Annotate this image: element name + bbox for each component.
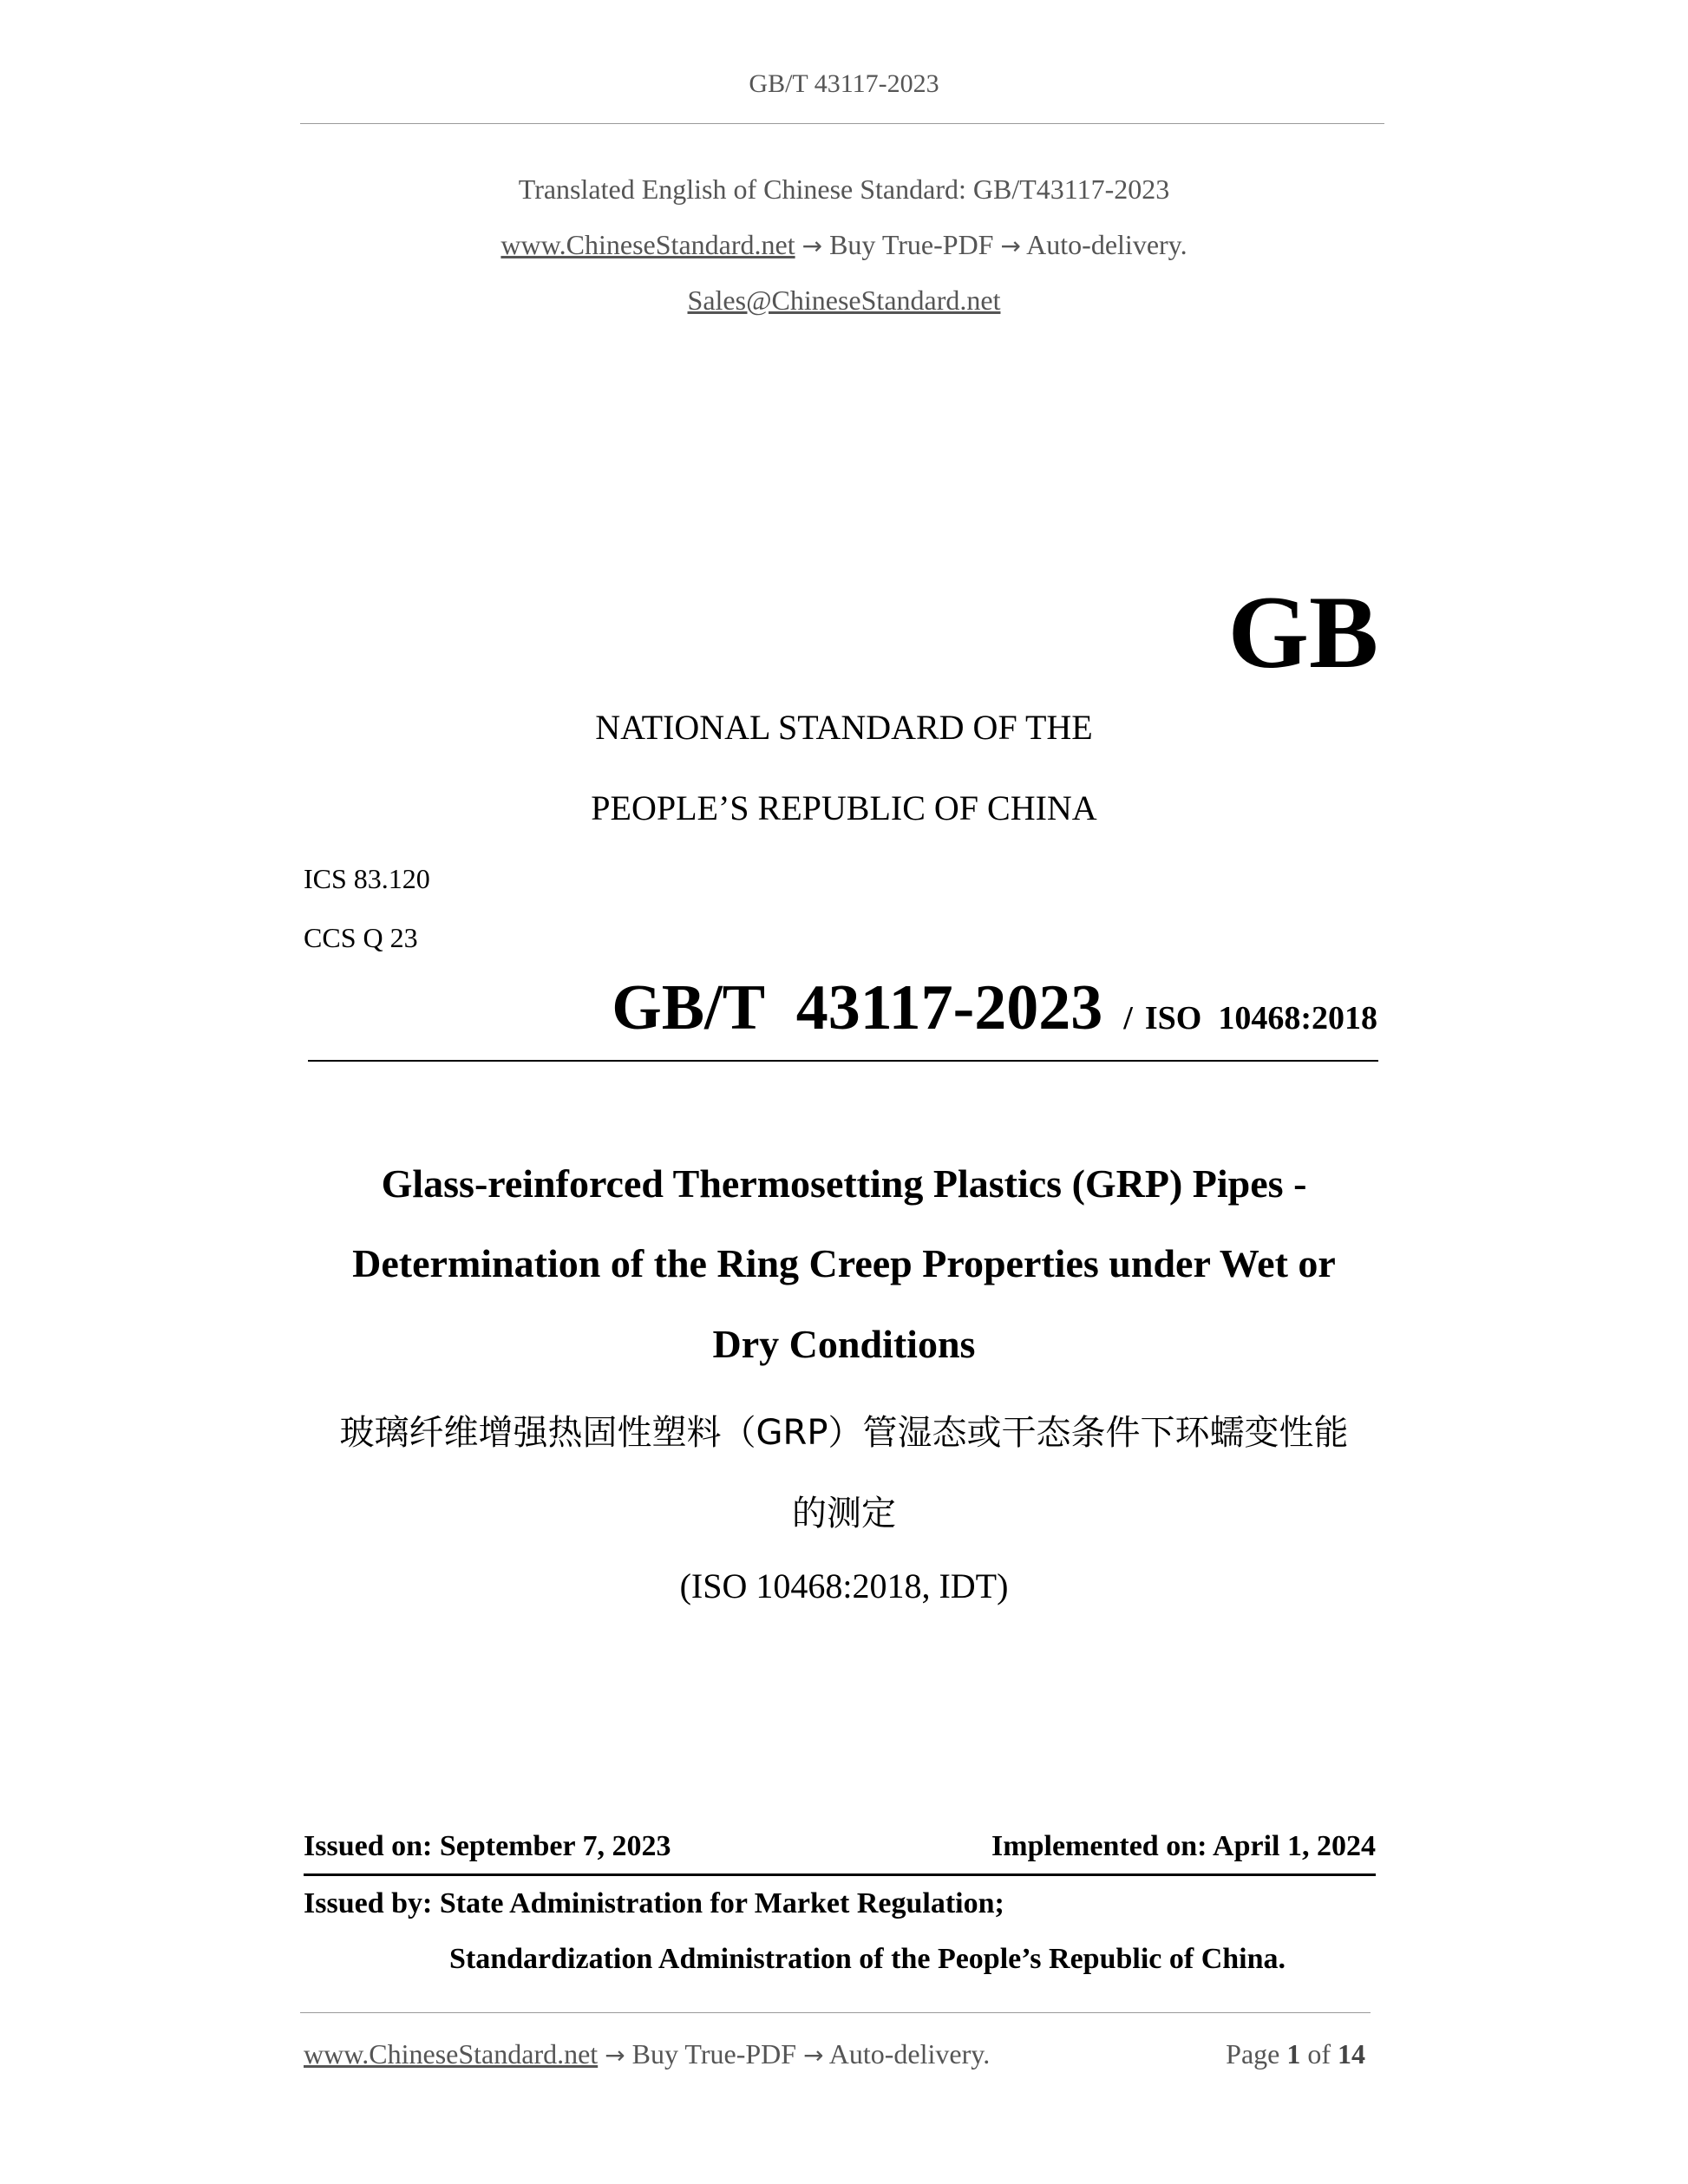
gb-mark: GB (1227, 574, 1378, 690)
idt-reference: (ISO 10468:2018, IDT) (679, 1566, 1009, 1605)
footer-buy-text: Buy True-PDF (631, 2038, 797, 2070)
buy-text: Buy True-PDF (829, 229, 994, 260)
code-separator: / (1123, 1000, 1133, 1036)
promo-line (0, 229, 1688, 261)
running-header: GB/T 43117-2023 (749, 69, 939, 98)
title-cn-line-2: 的测定 (792, 1494, 896, 1533)
of-label: of (1307, 2038, 1331, 2070)
page-total: 14 (1338, 2038, 1365, 2070)
implemented-on: Implemented on: April 1, 2024 (991, 1830, 1376, 1862)
iso-reference: ISO 10468:2018 (1144, 1000, 1377, 1036)
title-en-line-1: Glass-reinforced Thermosetting Plastics (GRP) Pipes - (381, 1161, 1307, 1206)
standard-code: GB/T 43117-2023 (612, 972, 1103, 1043)
issued-by-line-2: Standardization Administration of the People’s Republic of China. (449, 1943, 1286, 1975)
arrow-right-icon: → (605, 2041, 625, 2070)
page-label: Page (1226, 2038, 1280, 2070)
title-cn-line-1: 玻璃纤维增强热固性塑料（GRP）管湿态或干态条件下环蠕变性能 (339, 1413, 1349, 1453)
page-number: 1 (1286, 2038, 1301, 2070)
issue-divider (304, 1873, 1376, 1876)
standard-code-row (612, 971, 1377, 1045)
site-link[interactable]: www.ChineseStandard.net (501, 229, 795, 260)
arrow-right-icon: → (1000, 232, 1021, 260)
email-link[interactable]: Sales@ChineseStandard.net (687, 284, 1001, 316)
header-divider (300, 123, 1384, 124)
issued-by-line-1: Issued by: State Administration for Market Regulation; (304, 1887, 1004, 1919)
arrow-right-icon: → (801, 232, 823, 260)
footer-promo (304, 2038, 990, 2070)
ccs-code: CCS Q 23 (304, 922, 418, 953)
page-indicator (1226, 2038, 1365, 2070)
footer-divider (300, 2012, 1371, 2013)
email-line (0, 284, 1688, 317)
issued-on: Issued on: September 7, 2023 (304, 1830, 671, 1862)
ics-code: ICS 83.120 (304, 863, 430, 894)
footer-site-link[interactable]: www.ChineseStandard.net (304, 2038, 599, 2070)
national-standard-line-2: PEOPLE’S REPUBLIC OF CHINA (591, 788, 1097, 827)
footer-delivery-text: Auto-delivery. (828, 2038, 991, 2070)
delivery-text: Auto-delivery. (1026, 229, 1187, 260)
translation-notice: Translated English of Chinese Standard: GB/T43117-2023 (518, 173, 1170, 205)
arrow-right-icon: → (803, 2041, 824, 2070)
title-en-line-2: Determination of the Ring Creep Properties under Wet or (352, 1241, 1336, 1285)
code-divider (308, 1060, 1378, 1062)
national-standard-line-1: NATIONAL STANDARD OF THE (595, 708, 1093, 747)
title-en-line-3: Dry Conditions (712, 1322, 976, 1366)
